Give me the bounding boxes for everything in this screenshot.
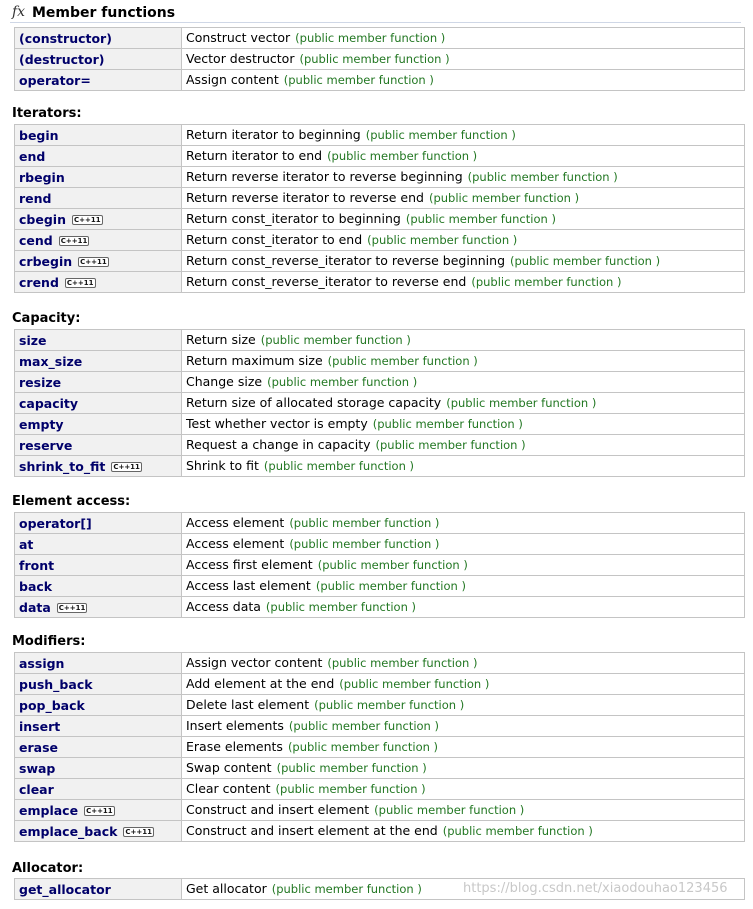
table-row <box>15 393 745 414</box>
function-description: Return iterator to beginning <box>186 127 361 142</box>
function-name-cell[interactable] <box>15 653 182 674</box>
watermark: https://blog.csdn.net/xiaodouhao123456 <box>463 881 728 896</box>
function-description: Construct and insert element <box>186 802 370 817</box>
function-description-cell <box>182 716 745 737</box>
function-table <box>14 27 745 91</box>
function-table <box>14 512 745 618</box>
table-row <box>15 330 745 351</box>
member-function-tag: (public member function ) <box>288 719 439 733</box>
table-row <box>15 674 745 695</box>
function-name-cell[interactable] <box>15 456 182 477</box>
cpp11-badge-icon: C++11 <box>80 257 107 266</box>
table-row <box>15 125 745 146</box>
function-name-cell[interactable] <box>15 779 182 800</box>
function-name-link[interactable]: crend <box>19 274 59 290</box>
cpp11-badge-icon: C++11 <box>113 462 140 471</box>
function-description-cell <box>182 230 745 251</box>
table-row <box>15 372 745 393</box>
table-row <box>15 534 745 555</box>
function-description: Access last element <box>186 578 311 593</box>
member-function-tag: (public member function ) <box>299 52 450 66</box>
function-name-link[interactable]: capacity <box>19 395 79 411</box>
member-function-tag: (public member function ) <box>295 31 446 45</box>
function-description-cell <box>182 28 745 49</box>
member-function-tag: (public member function ) <box>267 375 418 389</box>
function-name-cell[interactable] <box>15 167 182 188</box>
function-name-cell[interactable] <box>15 146 182 167</box>
cpp11-badge-icon: C++11 <box>125 827 153 836</box>
member-function-tag: (public member function ) <box>471 275 622 289</box>
function-name-cell[interactable] <box>15 674 182 695</box>
function-name-link[interactable]: rbegin <box>19 169 65 185</box>
member-function-tag: (public member function ) <box>327 149 478 163</box>
table-row <box>15 230 745 251</box>
function-description: Test whether vector is empty <box>186 416 368 431</box>
table-row <box>15 758 745 779</box>
function-name-cell[interactable] <box>15 188 182 209</box>
function-name-cell[interactable] <box>15 272 182 293</box>
function-description-cell <box>182 597 745 618</box>
section-heading: Modifiers: <box>12 634 86 649</box>
function-description: Construct and insert element at the end <box>186 823 438 838</box>
function-description: Change size <box>186 374 263 389</box>
member-function-tag: (public member function ) <box>263 459 415 473</box>
function-description: Return size <box>186 332 256 347</box>
member-functions-header <box>10 2 741 23</box>
function-name-cell[interactable] <box>15 70 182 91</box>
table-row <box>15 251 745 272</box>
function-description: Return const_iterator to end <box>186 232 363 247</box>
section-heading: Allocator: <box>12 861 84 876</box>
function-name-cell[interactable] <box>15 393 182 414</box>
function-description-cell <box>182 167 745 188</box>
function-name-link[interactable]: shrink_to_fit <box>19 458 106 474</box>
function-name-link[interactable]: data <box>19 599 51 615</box>
function-description-cell <box>182 251 745 272</box>
function-table <box>14 124 745 293</box>
function-description: Return reverse iterator to reverse beginning <box>186 169 463 184</box>
function-name-link[interactable]: get_allocator <box>19 881 111 897</box>
member-function-tag: (public member function ) <box>339 677 490 691</box>
function-description-cell <box>182 456 745 477</box>
table-row <box>15 146 745 167</box>
function-table <box>14 329 745 477</box>
function-description-cell <box>182 800 745 821</box>
function-description: Clear content <box>186 781 271 796</box>
function-name-cell[interactable] <box>15 758 182 779</box>
table-row <box>15 209 745 230</box>
function-description-cell <box>182 435 745 456</box>
function-name-cell[interactable] <box>15 435 182 456</box>
function-description: Access data <box>186 599 261 614</box>
function-description: Assign vector content <box>186 655 323 670</box>
function-name-cell[interactable] <box>15 821 182 842</box>
function-description-cell <box>182 393 745 414</box>
function-description: Return maximum size <box>186 353 323 368</box>
function-name-link[interactable]: clear <box>19 781 54 797</box>
table-row <box>15 351 745 372</box>
function-description-cell <box>182 188 745 209</box>
function-description: Add element at the end <box>186 676 335 691</box>
function-name-cell[interactable] <box>15 716 182 737</box>
cpp11-badge-icon: C++11 <box>66 278 94 287</box>
function-name-cell[interactable] <box>15 351 182 372</box>
function-description: Delete last element <box>186 697 310 712</box>
cpp11-badge-icon: C++11 <box>73 215 101 224</box>
function-name-link[interactable]: pop_back <box>19 697 85 713</box>
table-row <box>15 167 745 188</box>
function-name-cell[interactable] <box>15 28 182 49</box>
function-description-cell <box>182 70 745 91</box>
function-description: Return const_reverse_iterator to reverse beginning <box>186 253 506 268</box>
member-function-tag: (public member function ) <box>327 354 478 368</box>
function-description: Assign content <box>186 72 279 87</box>
member-function-tag: (public member function ) <box>510 254 661 268</box>
function-description: Access element <box>186 536 285 551</box>
member-function-tag: (public member function ) <box>276 761 427 775</box>
function-description-cell <box>182 695 745 716</box>
function-description: Construct vector <box>186 30 291 45</box>
function-name-link[interactable]: cend <box>19 232 53 248</box>
table-row <box>15 188 745 209</box>
function-description-cell <box>182 737 745 758</box>
table-row <box>15 513 745 534</box>
member-function-tag: (public member function ) <box>367 233 518 247</box>
function-description-cell <box>182 414 745 435</box>
function-description: Get allocator <box>186 881 267 896</box>
member-function-tag: (public member function ) <box>260 333 411 347</box>
function-description-cell <box>182 330 745 351</box>
function-name-link[interactable]: reserve <box>19 437 73 453</box>
function-name-link[interactable]: max_size <box>19 353 83 369</box>
function-name-link[interactable]: cbegin <box>19 211 66 227</box>
function-name-link[interactable]: swap <box>19 760 56 776</box>
member-function-tag: (public member function ) <box>289 537 440 551</box>
function-name-cell[interactable] <box>15 372 182 393</box>
function-description-cell <box>182 653 745 674</box>
function-description-cell <box>182 779 745 800</box>
member-function-tag: (public member function ) <box>289 516 440 530</box>
function-description-cell <box>182 513 745 534</box>
function-description: Request a change in capacity <box>186 437 371 452</box>
function-name-cell[interactable] <box>15 330 182 351</box>
table-row <box>15 555 745 576</box>
function-name-link[interactable]: emplace <box>19 802 79 818</box>
member-function-tag: (public member function ) <box>287 740 439 754</box>
function-description: Swap content <box>186 760 272 775</box>
function-name-cell[interactable] <box>15 695 182 716</box>
function-name-cell[interactable] <box>15 534 182 555</box>
function-description: Return reverse iterator to reverse end <box>186 190 424 205</box>
table-row <box>15 28 745 49</box>
function-name-link[interactable]: emplace_back <box>19 823 118 839</box>
function-description: Return iterator to end <box>186 148 323 163</box>
function-description-cell <box>182 351 745 372</box>
member-function-tag: (public member function ) <box>405 212 556 226</box>
function-name-link[interactable]: end <box>19 148 46 164</box>
function-name-cell[interactable] <box>15 230 182 251</box>
function-name-cell[interactable] <box>15 414 182 435</box>
cpp11-badge-icon: C++11 <box>58 603 86 612</box>
table-row <box>15 576 745 597</box>
member-function-tag: (public member function ) <box>446 396 597 410</box>
table-row <box>15 716 745 737</box>
function-name-link[interactable]: at <box>19 536 34 552</box>
function-name-cell[interactable] <box>15 597 182 618</box>
function-description: Insert elements <box>186 718 284 733</box>
section-heading: Iterators: <box>12 106 82 121</box>
function-name-link[interactable]: (constructor) <box>19 30 112 46</box>
section-heading: Capacity: <box>12 311 81 326</box>
function-description-cell <box>182 821 745 842</box>
table-row <box>15 272 745 293</box>
function-name-cell[interactable] <box>15 879 182 900</box>
member-function-tag: (public member function ) <box>315 579 466 593</box>
function-description-cell <box>182 272 745 293</box>
member-function-tag: (public member function ) <box>275 782 426 796</box>
member-function-tag: (public member function ) <box>271 882 422 896</box>
function-name-cell[interactable] <box>15 251 182 272</box>
function-description-cell <box>182 758 745 779</box>
function-name-link[interactable]: insert <box>19 718 61 734</box>
section-title: Member functions <box>32 5 176 21</box>
member-function-tag: (public member function ) <box>317 558 468 572</box>
table-row <box>15 49 745 70</box>
function-name-link[interactable]: assign <box>19 655 65 671</box>
table-row <box>15 456 745 477</box>
member-function-tag: (public member function ) <box>442 824 593 838</box>
table-row <box>15 779 745 800</box>
function-description-cell <box>182 49 745 70</box>
function-description-cell <box>182 674 745 695</box>
function-name-cell[interactable] <box>15 49 182 70</box>
table-row <box>15 414 745 435</box>
function-name-link[interactable]: front <box>19 557 55 573</box>
function-description-cell <box>182 125 745 146</box>
function-name-cell[interactable] <box>15 737 182 758</box>
function-description-cell <box>182 576 745 597</box>
function-name-cell[interactable] <box>15 209 182 230</box>
function-name-link[interactable]: resize <box>19 374 62 390</box>
table-row <box>15 800 745 821</box>
function-table <box>14 652 745 842</box>
function-name-link[interactable]: begin <box>19 127 59 143</box>
function-icon: fx <box>12 4 26 20</box>
table-row <box>15 435 745 456</box>
function-name-link[interactable]: operator= <box>19 72 91 88</box>
function-name-link[interactable]: push_back <box>19 676 93 692</box>
member-function-tag: (public member function ) <box>283 73 434 87</box>
table-row <box>15 821 745 842</box>
function-description: Erase elements <box>186 739 283 754</box>
table-row <box>15 653 745 674</box>
member-function-tag: (public member function ) <box>375 438 526 452</box>
table-row <box>15 737 745 758</box>
member-function-tag: (public member function ) <box>428 191 580 205</box>
cpp11-badge-icon: C++11 <box>60 236 88 245</box>
function-name-link[interactable]: erase <box>19 739 58 755</box>
function-description-cell <box>182 534 745 555</box>
function-description: Return const_iterator to beginning <box>186 211 401 226</box>
function-name-link[interactable]: (destructor) <box>19 51 105 67</box>
cpp11-badge-icon: C++11 <box>86 806 113 815</box>
function-description: Return size of allocated storage capacity <box>186 395 442 410</box>
function-description-cell <box>182 555 745 576</box>
function-description-cell <box>182 146 745 167</box>
member-function-tag: (public member function ) <box>467 170 618 184</box>
function-name-cell[interactable] <box>15 513 182 534</box>
member-function-tag: (public member function ) <box>372 417 523 431</box>
function-name-cell[interactable] <box>15 800 182 821</box>
member-function-tag: (public member function ) <box>374 803 525 817</box>
function-name-link[interactable]: operator[] <box>19 515 92 531</box>
function-name-link[interactable]: crbegin <box>19 253 73 269</box>
function-name-link[interactable]: size <box>19 332 47 348</box>
function-name-cell[interactable] <box>15 555 182 576</box>
function-description: Access first element <box>186 557 313 572</box>
function-description: Access element <box>186 515 285 530</box>
function-description: Shrink to fit <box>186 458 259 473</box>
function-name-link[interactable]: rend <box>19 190 52 206</box>
function-description: Return const_reverse_iterator to reverse end <box>186 274 467 289</box>
function-name-link[interactable]: back <box>19 578 53 594</box>
function-name-link[interactable]: empty <box>19 416 64 432</box>
function-description-cell <box>182 209 745 230</box>
member-function-tag: (public member function ) <box>327 656 478 670</box>
function-name-cell[interactable] <box>15 125 182 146</box>
member-function-tag: (public member function ) <box>314 698 465 712</box>
function-description-cell <box>182 372 745 393</box>
table-row <box>15 695 745 716</box>
member-function-tag: (public member function ) <box>265 600 417 614</box>
member-function-tag: (public member function ) <box>365 128 516 142</box>
table-row <box>15 70 745 91</box>
function-name-cell[interactable] <box>15 576 182 597</box>
section-heading: Element access: <box>12 494 131 509</box>
table-row <box>15 597 745 618</box>
function-description: Vector destructor <box>186 51 295 66</box>
